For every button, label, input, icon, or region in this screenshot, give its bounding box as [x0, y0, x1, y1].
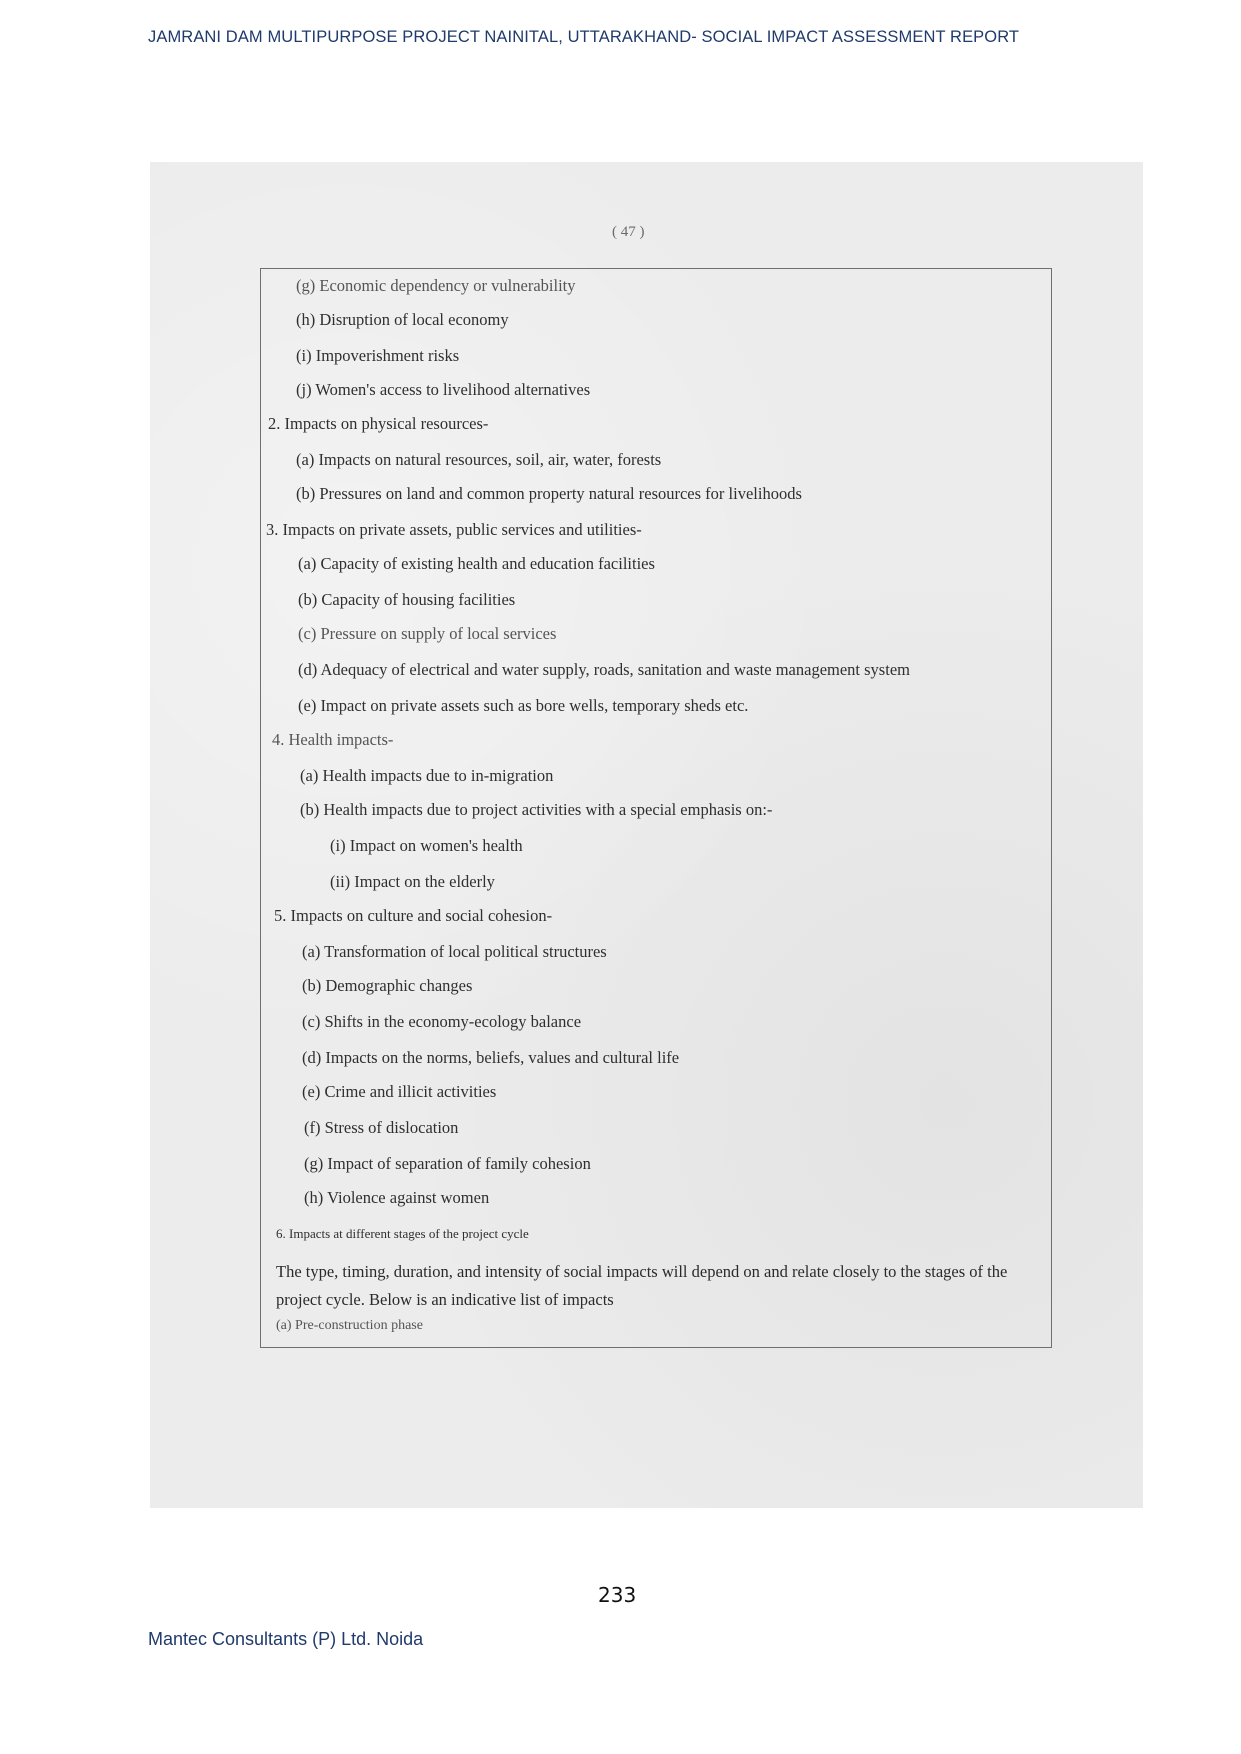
list-item: (e) Crime and illicit activities — [302, 1082, 497, 1101]
list-item: (h) Violence against women — [304, 1188, 490, 1207]
scan-page-marker: ( 47 ) — [612, 224, 645, 240]
list-item: (e) Impact on private assets such as bore wells, temporary sheds etc. — [298, 696, 749, 715]
list-item: (g) Impact of separation of family cohesion — [304, 1154, 591, 1173]
list-item: (h) Disruption of local economy — [296, 310, 509, 329]
list-item: (b) Demographic changes — [302, 976, 473, 995]
scan-paragraph: The type, timing, duration, and intensity of social impacts will depend on and relate closely to the stages of the project cycle. Below is an indicative list of impacts — [276, 1262, 1008, 1309]
section-heading: 3. Impacts on private assets, public services and utilities- — [266, 520, 642, 539]
list-item: (f) Stress of dislocation — [304, 1118, 459, 1137]
sub-list-item: (i) Impact on women's health — [330, 836, 523, 855]
list-item: (a) Pre-construction phase — [276, 1318, 423, 1333]
list-item: (c) Shifts in the economy-ecology balance — [302, 1012, 582, 1031]
section-heading: 5. Impacts on culture and social cohesion- — [274, 906, 553, 925]
list-item: (a) Capacity of existing health and education facilities — [298, 554, 655, 573]
list-item: (b) Capacity of housing facilities — [298, 590, 516, 609]
page-number: 233 — [598, 1583, 637, 1607]
list-item: (d) Impacts on the norms, beliefs, values and cultural life — [302, 1048, 680, 1067]
section-heading: 2. Impacts on physical resources- — [268, 414, 489, 433]
list-item: (j) Women's access to livelihood alternatives — [296, 380, 591, 399]
list-item: (d) Adequacy of electrical and water supply, roads, sanitation and waste management system — [298, 660, 910, 679]
list-item: (a) Impacts on natural resources, soil, air, water, forests — [296, 450, 662, 469]
footer-company: Mantec Consultants (P) Ltd. Noida — [148, 1629, 424, 1649]
report-header: JAMRANI DAM MULTIPURPOSE PROJECT NAINITAL, UTTARAKHAND- SOCIAL IMPACT ASSESSMENT REPORT — [148, 28, 1020, 46]
section-heading: 6. Impacts at different stages of the project cycle — [276, 1226, 529, 1241]
list-item: (b) Health impacts due to project activities with a special emphasis on:- — [300, 800, 773, 819]
list-item: (c) Pressure on supply of local services — [298, 624, 557, 643]
section-heading: 4. Health impacts- — [272, 730, 394, 749]
sub-list-item: (ii) Impact on the elderly — [330, 872, 495, 891]
list-item: (b) Pressures on land and common property natural resources for livelihoods — [296, 484, 802, 503]
list-item: (i) Impoverishment risks — [296, 346, 460, 365]
list-item: (g) Economic dependency or vulnerability — [296, 276, 576, 295]
list-item: (a) Transformation of local political structures — [302, 942, 607, 961]
list-item: (a) Health impacts due to in-migration — [300, 766, 554, 785]
